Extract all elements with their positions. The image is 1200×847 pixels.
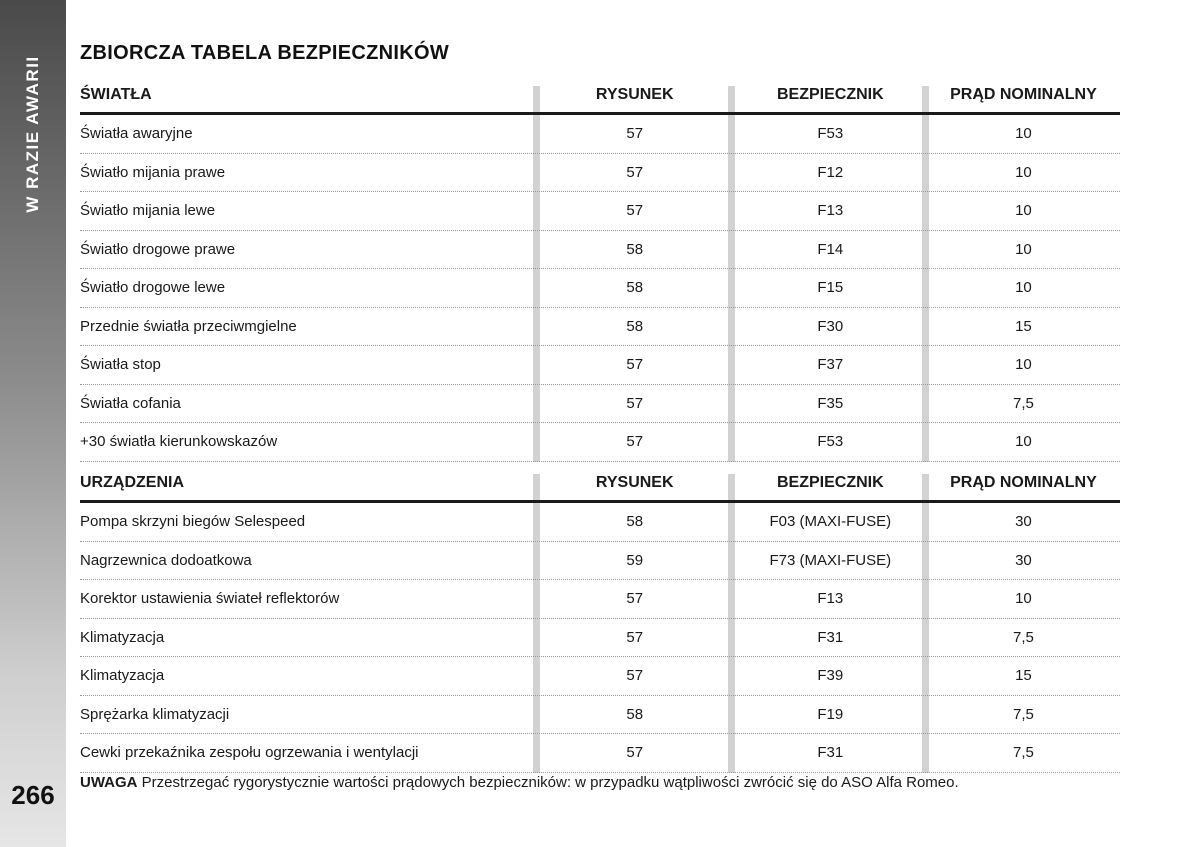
current-cell: 10: [1015, 163, 1032, 181]
figure-cell: 58: [626, 279, 644, 297]
current-cell: 10: [1015, 356, 1032, 374]
figure-cell: 58: [626, 317, 644, 335]
fuse-cell: F37: [817, 356, 844, 374]
name-cell: Korektor ustawienia świateł reflektorów: [80, 590, 340, 608]
name-cell: Światło drogowe lewe: [80, 279, 226, 297]
name-cell: Światła cofania: [80, 394, 181, 412]
current-cell: 10: [1015, 125, 1032, 143]
current-cell: 30: [1015, 551, 1032, 569]
current-cell: 7,5: [1013, 744, 1034, 762]
note-text: Przestrzegać rygorystycznie wartości prądowych bezpieczników: w przypadku wątpliwości zwrócić się do ASO Alfa Romeo.: [137, 774, 959, 791]
column-header: ŚWIATŁA: [80, 86, 152, 103]
table-row: [80, 696, 1120, 735]
name-cell: Nagrzewnica dodoatkowa: [80, 551, 252, 569]
name-cell: Przednie światła przeciwmgielne: [80, 317, 297, 335]
name-cell: Cewki przekaźnika zespołu ogrzewania i wentylacji: [80, 744, 419, 762]
table-row: [80, 231, 1120, 270]
table-row: [80, 580, 1120, 619]
table-row: [80, 542, 1120, 581]
current-cell: 10: [1015, 240, 1032, 258]
column-header: RYSUNEK: [595, 474, 674, 491]
figure-cell: 57: [626, 590, 644, 608]
figure-cell: 57: [626, 744, 644, 762]
table-header: [80, 466, 1120, 503]
figure-cell: 57: [626, 667, 644, 685]
table-row: [80, 734, 1120, 773]
table-row: [80, 423, 1120, 462]
column-header: BEZPIECZNIK: [776, 474, 884, 491]
name-cell: +30 światła kierunkowskazów: [80, 433, 278, 451]
name-cell: Światła stop: [80, 356, 161, 374]
table-row: [80, 308, 1120, 347]
name-cell: Sprężarka klimatyzacji: [80, 705, 230, 723]
figure-cell: 57: [626, 125, 644, 143]
fuse-cell: F31: [817, 744, 844, 762]
current-cell: 15: [1015, 667, 1032, 685]
fuse-cell: F12: [817, 163, 844, 181]
name-cell: Pompa skrzyni biegów Selespeed: [80, 513, 306, 531]
figure-cell: 59: [626, 551, 644, 569]
current-cell: 15: [1015, 317, 1032, 335]
figure-cell: 58: [626, 240, 644, 258]
table-row: [80, 269, 1120, 308]
table-row: [80, 503, 1120, 542]
figure-cell: 57: [626, 163, 644, 181]
fuse-cell: F15: [817, 279, 844, 297]
table-row: [80, 657, 1120, 696]
name-cell: Klimatyzacja: [80, 628, 165, 646]
page-number: 266: [11, 780, 55, 810]
column-header: URZĄDZENIA: [80, 474, 184, 491]
table-row: [80, 154, 1120, 193]
name-cell: Światło drogowe prawe: [80, 240, 236, 258]
fuse-cell: F73 (MAXI-FUSE): [769, 551, 892, 569]
figure-cell: 57: [626, 628, 644, 646]
fuse-cell: F31: [817, 628, 844, 646]
fuse-cell: F13: [817, 590, 844, 608]
column-header: RYSUNEK: [595, 86, 674, 103]
figure-cell: 58: [626, 705, 644, 723]
table-row: [80, 115, 1120, 154]
name-cell: Światło mijania lewe: [80, 202, 216, 220]
current-cell: 7,5: [1013, 394, 1034, 412]
table-row: [80, 192, 1120, 231]
table-row: [80, 385, 1120, 424]
fuse-cell: F13: [817, 202, 844, 220]
current-cell: 7,5: [1013, 628, 1034, 646]
name-cell: Światła awaryjne: [80, 125, 193, 143]
figure-cell: 57: [626, 433, 644, 451]
column-header: PRĄD NOMINALNY: [950, 86, 1097, 103]
fuse-cell: F39: [817, 667, 844, 685]
figure-cell: 57: [626, 202, 644, 220]
current-cell: 10: [1015, 433, 1032, 451]
chapter-side-bar: [0, 0, 66, 847]
name-cell: Klimatyzacja: [80, 667, 165, 685]
fuse-table-lights: [80, 78, 1120, 462]
name-cell: Światło mijania prawe: [80, 163, 226, 181]
current-cell: 10: [1015, 279, 1032, 297]
current-cell: 10: [1015, 590, 1032, 608]
figure-cell: 58: [626, 513, 644, 531]
fuse-cell: F14: [817, 240, 844, 258]
current-cell: 30: [1015, 513, 1032, 531]
fuse-cell: F30: [817, 317, 844, 335]
table-header: [80, 78, 1120, 115]
warning-note: [80, 774, 959, 791]
table-row: [80, 346, 1120, 385]
fuse-cell: F19: [817, 705, 844, 723]
fuse-cell: F53: [817, 125, 844, 143]
fuse-cell: F03 (MAXI-FUSE): [769, 513, 892, 531]
column-header: BEZPIECZNIK: [776, 86, 884, 103]
table-row: [80, 619, 1120, 658]
figure-cell: 57: [626, 394, 644, 412]
note-label: UWAGA: [80, 774, 138, 791]
page-title: ZBIORCZA TABELA BEZPIECZNIKÓW: [80, 42, 450, 64]
fuse-cell: F35: [817, 394, 844, 412]
current-cell: 10: [1015, 202, 1032, 220]
figure-cell: 57: [626, 356, 644, 374]
current-cell: 7,5: [1013, 705, 1034, 723]
fuse-cell: F53: [817, 433, 844, 451]
chapter-label: W RAZIE AWARII: [23, 55, 42, 213]
column-header: PRĄD NOMINALNY: [950, 474, 1097, 491]
fuse-table-devices: [80, 466, 1120, 773]
